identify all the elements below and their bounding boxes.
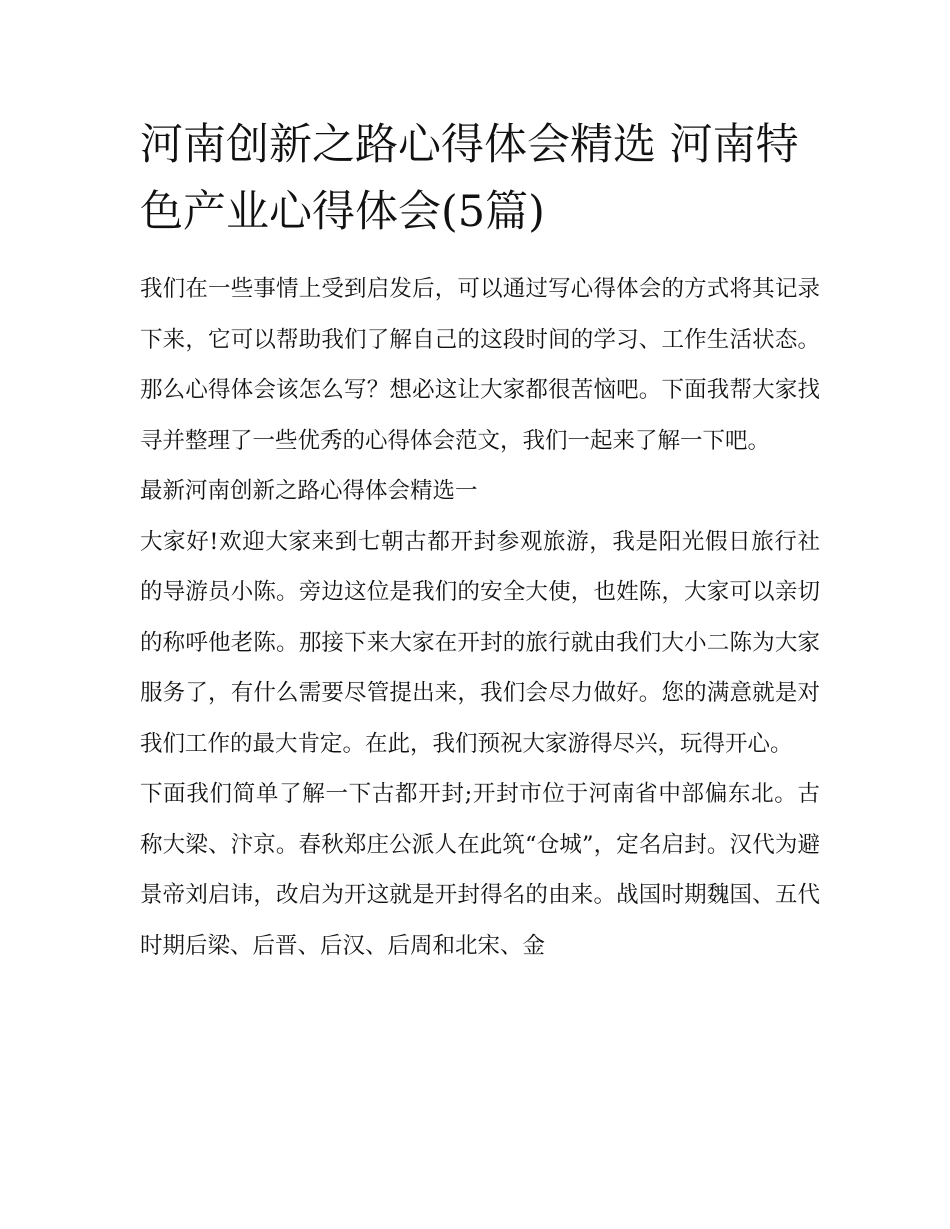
document-page xyxy=(140,112,820,971)
body-paragraph: 大家好!欢迎大家来到七朝古都开封参观旅游，我是阳光假日旅行社的导游员小陈。旁边这位是我们的安全大使，也姓陈，大家可以亲切的称呼他老陈。那接下来大家在开封的旅行就由我们大小二陈为大家服务了，有什么需要尽管提出来，我们会尽力做好。您的满意就是对我们工作的最大肯定。在此，我们预祝大家游得尽兴，玩得开心。 xyxy=(140,528,820,757)
section-heading: 最新河南创新之路心得体会精选一 xyxy=(140,478,478,504)
body-paragraph: 下面我们简单了解一下古都开封;开封市位于河南省中部偏东北。古称大梁、汴京。春秋郑庄公派人在此筑“仓城”，定名启封。汉代为避景帝刘启讳，改启为开这就是开封得名的由来。战国时期魏国、五代时期后梁、后晋、后汉、后周和北宋、金 xyxy=(140,781,820,959)
intro-paragraph: 我们在一些事情上受到启发后，可以通过写心得体会的方式将其记录下来，它可以帮助我们了解自己的这段时间的学习、工作生活状态。那么心得体会该怎么写？想必这让大家都很苦恼吧。下面我帮大家找寻并整理了一些优秀的心得体会范文，我们一起来了解一下吧。 xyxy=(140,276,820,454)
document-title: 河南创新之路心得体会精选 河南特色产业心得体会(5篇) xyxy=(140,120,799,237)
